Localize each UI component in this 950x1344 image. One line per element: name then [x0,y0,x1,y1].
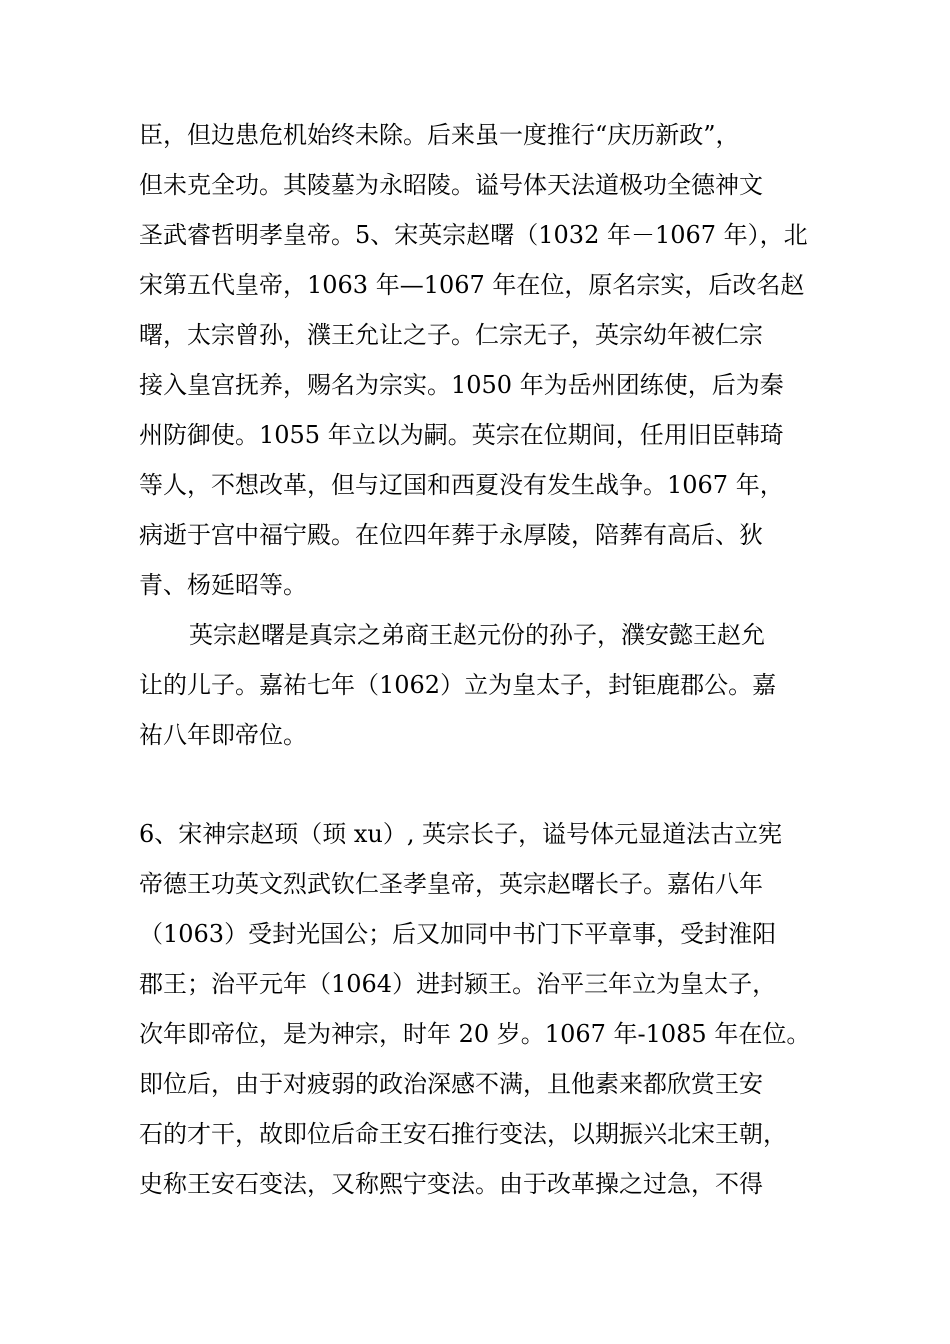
text-line: 接入皇宫抚养，赐名为宗实。1050 年为岳州团练使，后为秦 [139,371,784,399]
text-line: 但未克全功。其陵墓为永昭陵。谥号体天法道极功全德神文 [139,171,763,199]
text-line: 曙，太宗曾孙，濮王允让之子。仁宗无子，英宗幼年被仁宗 [139,321,763,349]
text-line: （1063）受封光国公；后又加同中书门下平章事，受封淮阳 [139,920,777,948]
text-line: 郡王；治平元年（1064）进封颍王。治平三年立为皇太子， [139,970,777,998]
text-line: 等人，不想改革，但与辽国和西夏没有发生战争。1067 年， [139,471,784,499]
text-line: 青、杨延昭等。 [139,571,307,599]
text-line: 英宗赵曙是真宗之弟商王赵元份的孙子，濮安懿王赵允 [189,621,765,649]
text-line: 史称王安石变法，又称熙宁变法。由于改革操之过急，不得 [139,1170,763,1198]
text-line: 帝德王功英文烈武钦仁圣孝皇帝，英宗赵曙长子。嘉佑八年 [139,870,763,898]
text-line: 宋第五代皇帝，1063 年—1067 年在位，原名宗实，后改名赵 [139,271,805,299]
text-line: 病逝于宫中福宁殿。在位四年葬于永厚陵，陪葬有高后、狄 [139,521,763,549]
text-line: 石的才干，故即位后命王安石推行变法，以期振兴北宋王朝， [139,1120,787,1148]
text-line: 州防御使。1055 年立以为嗣。英宗在位期间，任用旧臣韩琦 [139,421,784,449]
text-line: 臣，但边患危机始终未除。后来虽一度推行“庆历新政”， [139,121,740,149]
text-line: 6、宋神宗赵顼（顼 xu）, 英宗长子，谥号体元显道法古立宪 [139,820,783,848]
text-line: 即位后，由于对疲弱的政治深感不满，且他素来都欣赏王安 [139,1070,763,1098]
text-line: 祐八年即帝位。 [139,721,307,749]
text-line: 次年即帝位，是为神宗，时年 20 岁。1067 年-1085 年在位。 [139,1020,811,1048]
text-line: 让的儿子。嘉祐七年（1062）立为皇太子，封钜鹿郡公。嘉 [139,671,777,699]
text-line: 圣武睿哲明孝皇帝。5、宋英宗赵曙（1032 年－1067 年），北 [139,221,808,249]
